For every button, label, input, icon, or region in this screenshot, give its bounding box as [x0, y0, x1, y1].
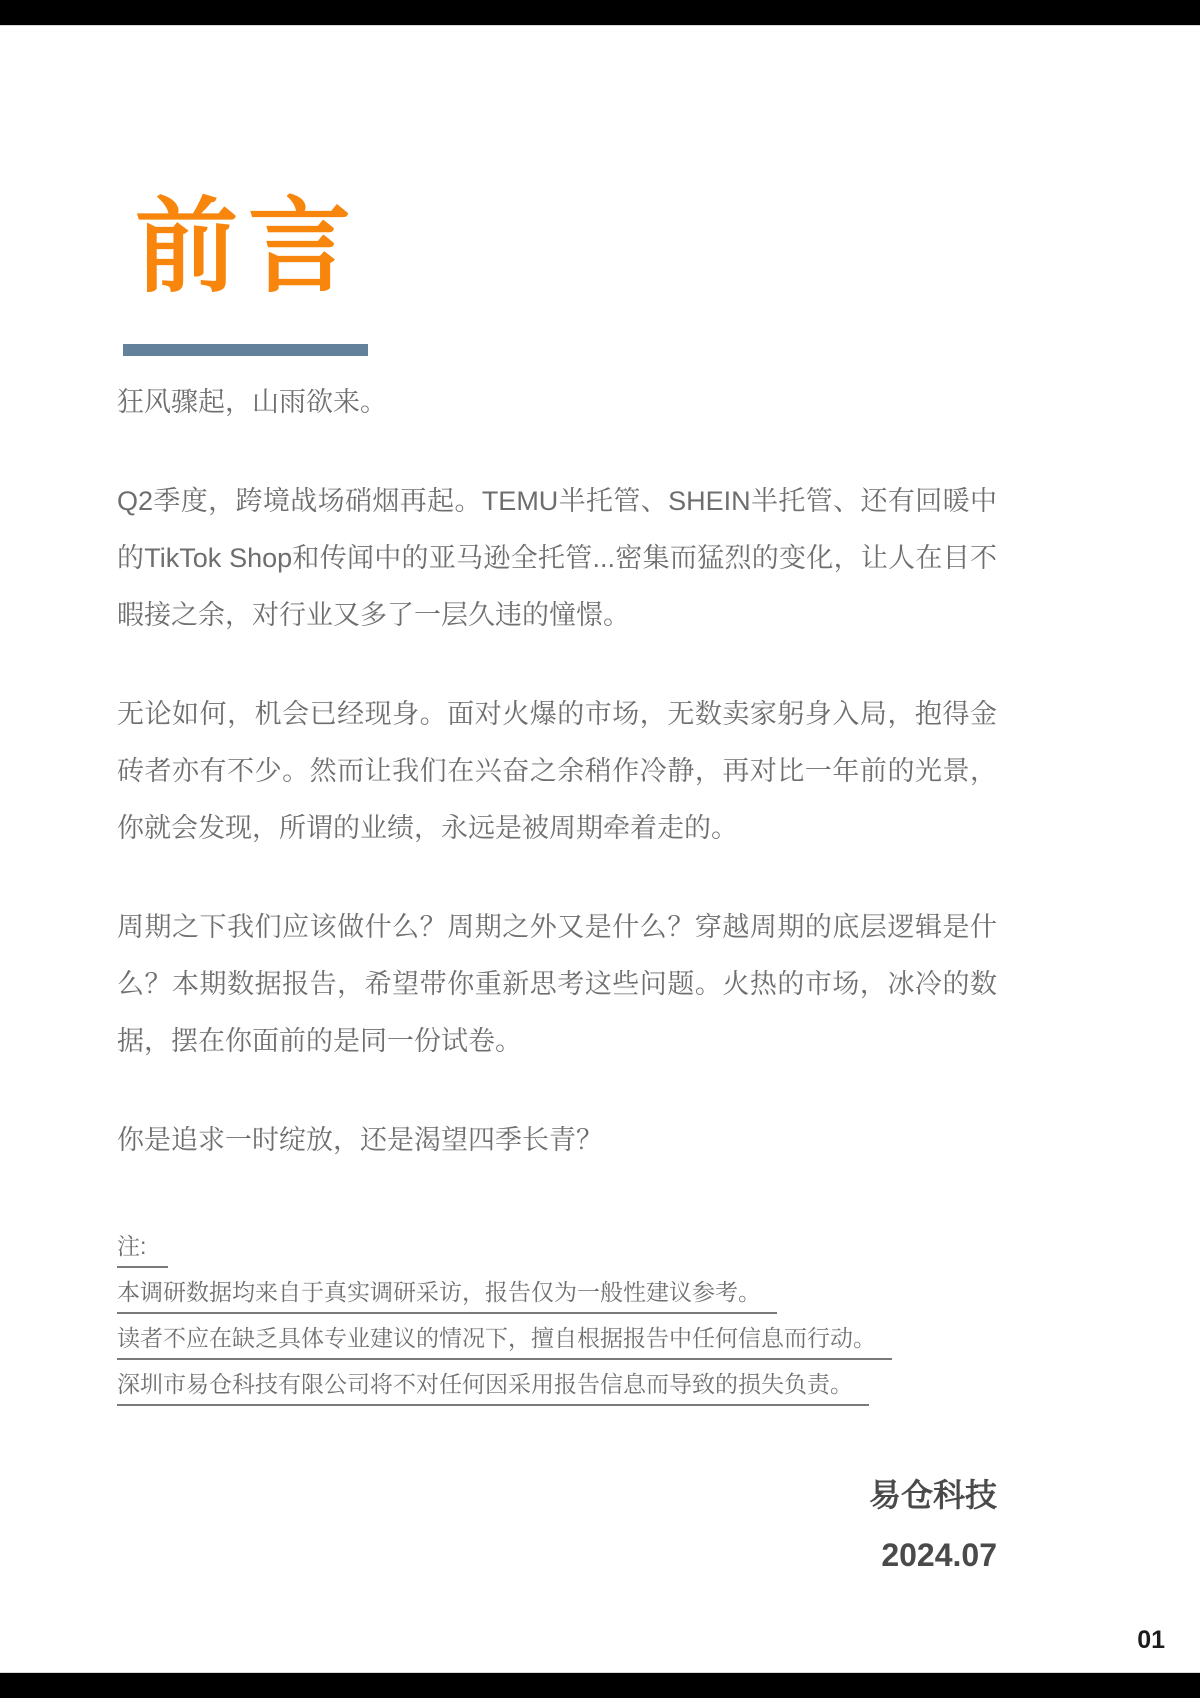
page-footer — [117, 1465, 997, 1585]
bottom-letterbox-bar — [0, 1672, 1200, 1698]
footer-company: 易仓科技 — [868, 1477, 997, 1514]
body-paragraphs — [117, 374, 997, 1169]
note-label: 注: — [117, 1232, 168, 1268]
footer-date: 2024.07 — [881, 1537, 997, 1574]
paragraph: 无论如何，机会已经现身。面对火爆的市场，无数卖家躬身入局，抱得金砖者亦有不少。然而让我们在兴奋之余稍作冷静，再对比一年前的光景，你就会发现，所谓的业绩，永远是被周期牵着走的。 — [117, 699, 997, 844]
title-divider-bar — [123, 344, 368, 356]
top-letterbox-bar — [0, 0, 1200, 26]
paragraph: 周期之下我们应该做什么？周期之外又是什么？穿越周期的底层逻辑是什么？本期数据报告，希望带你重新思考这些问题。火热的市场，冰冷的数据，摆在你面前的是同一份试卷。 — [117, 912, 997, 1057]
note-label-line — [117, 1223, 997, 1269]
page-body — [0, 26, 1200, 1672]
page-content — [117, 189, 997, 1585]
disclaimer-note — [117, 1223, 997, 1407]
page-title: 前言 — [135, 189, 361, 304]
note-text: 深圳市易仓科技有限公司将不对任何因采用报告信息而导致的损失负责。 — [117, 1370, 869, 1406]
paragraph: Q2季度，跨境战场硝烟再起。TEMU半托管、SHEIN半托管、还有回暖中的TikTok Shop和传闻中的亚马逊全托管...密集而猛烈的变化，让人在目不暇接之余，对行业又多了一层久违的憧憬。 — [117, 486, 997, 631]
note-line — [117, 1315, 997, 1361]
note-line — [117, 1361, 997, 1407]
paragraph: 你是追求一时绽放，还是渴望四季长青？ — [117, 1125, 603, 1156]
note-line — [117, 1269, 997, 1315]
note-text: 读者不应在缺乏具体专业建议的情况下，擅自根据报告中任何信息而行动。 — [117, 1324, 892, 1360]
paragraph: 狂风骤起，山雨欲来。 — [117, 387, 387, 418]
page-number: 01 — [1137, 1626, 1165, 1654]
note-text: 本调研数据均来自于真实调研采访，报告仅为一般性建议参考。 — [117, 1278, 777, 1314]
